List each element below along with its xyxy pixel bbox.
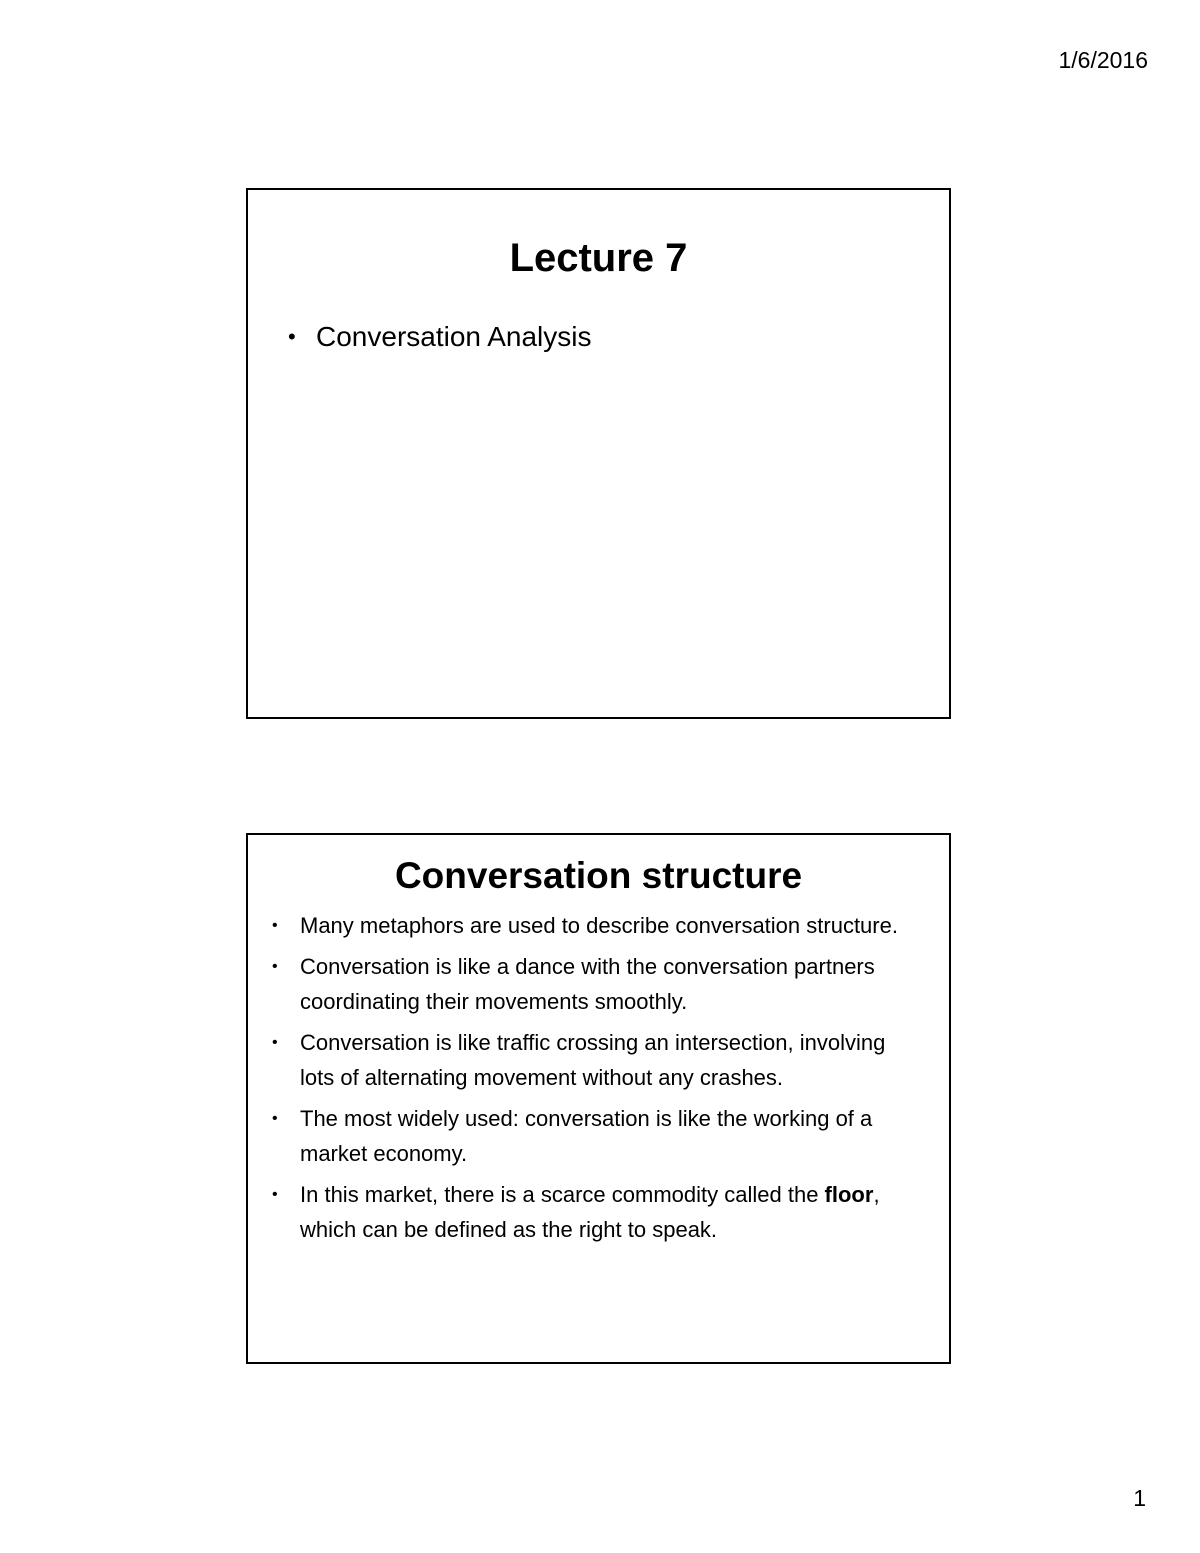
- bullet-text-suffix: , which can be defined as the right to speak.: [300, 1182, 880, 1242]
- bullet-list: [248, 320, 949, 354]
- slide-conversation-structure: [246, 833, 951, 1364]
- bullet-text: [300, 1182, 880, 1242]
- bullet-text: Conversation is like traffic crossing an intersection, involving lots of alternating movement without any crashes.: [300, 1030, 886, 1090]
- list-item: [272, 949, 925, 1019]
- slide-title: Conversation structure: [394, 855, 803, 896]
- bullet-icon: •: [272, 1110, 278, 1127]
- bullet-icon: •: [272, 1034, 278, 1051]
- floor-term: floor: [824, 1182, 874, 1207]
- list-item: [272, 908, 925, 943]
- list-item: [288, 320, 949, 354]
- page-date: 1/6/2016: [1058, 47, 1148, 73]
- list-item: [272, 1177, 925, 1247]
- slide-lecture-7: [246, 188, 951, 719]
- list-item: [272, 1101, 925, 1171]
- page-number: 1: [1133, 1485, 1146, 1511]
- slide-title: Lecture 7: [509, 236, 688, 280]
- bullet-list: [248, 908, 949, 1247]
- bullet-text-prefix: In this market, there is a scarce commodity called the: [300, 1182, 825, 1207]
- bullet-icon: •: [272, 917, 278, 934]
- bullet-text: The most widely used: conversation is like the working of a market economy.: [300, 1106, 873, 1166]
- bullet-text: Many metaphors are used to describe conversation structure.: [300, 913, 898, 938]
- bullet-icon: •: [272, 1186, 278, 1203]
- bullet-icon: •: [272, 958, 278, 975]
- bullet-text: Conversation Analysis: [316, 321, 592, 352]
- bullet-icon: •: [288, 324, 296, 349]
- list-item: [272, 1025, 925, 1095]
- bullet-text: Conversation is like a dance with the conversation partners coordinating their movements smoothly.: [300, 954, 875, 1014]
